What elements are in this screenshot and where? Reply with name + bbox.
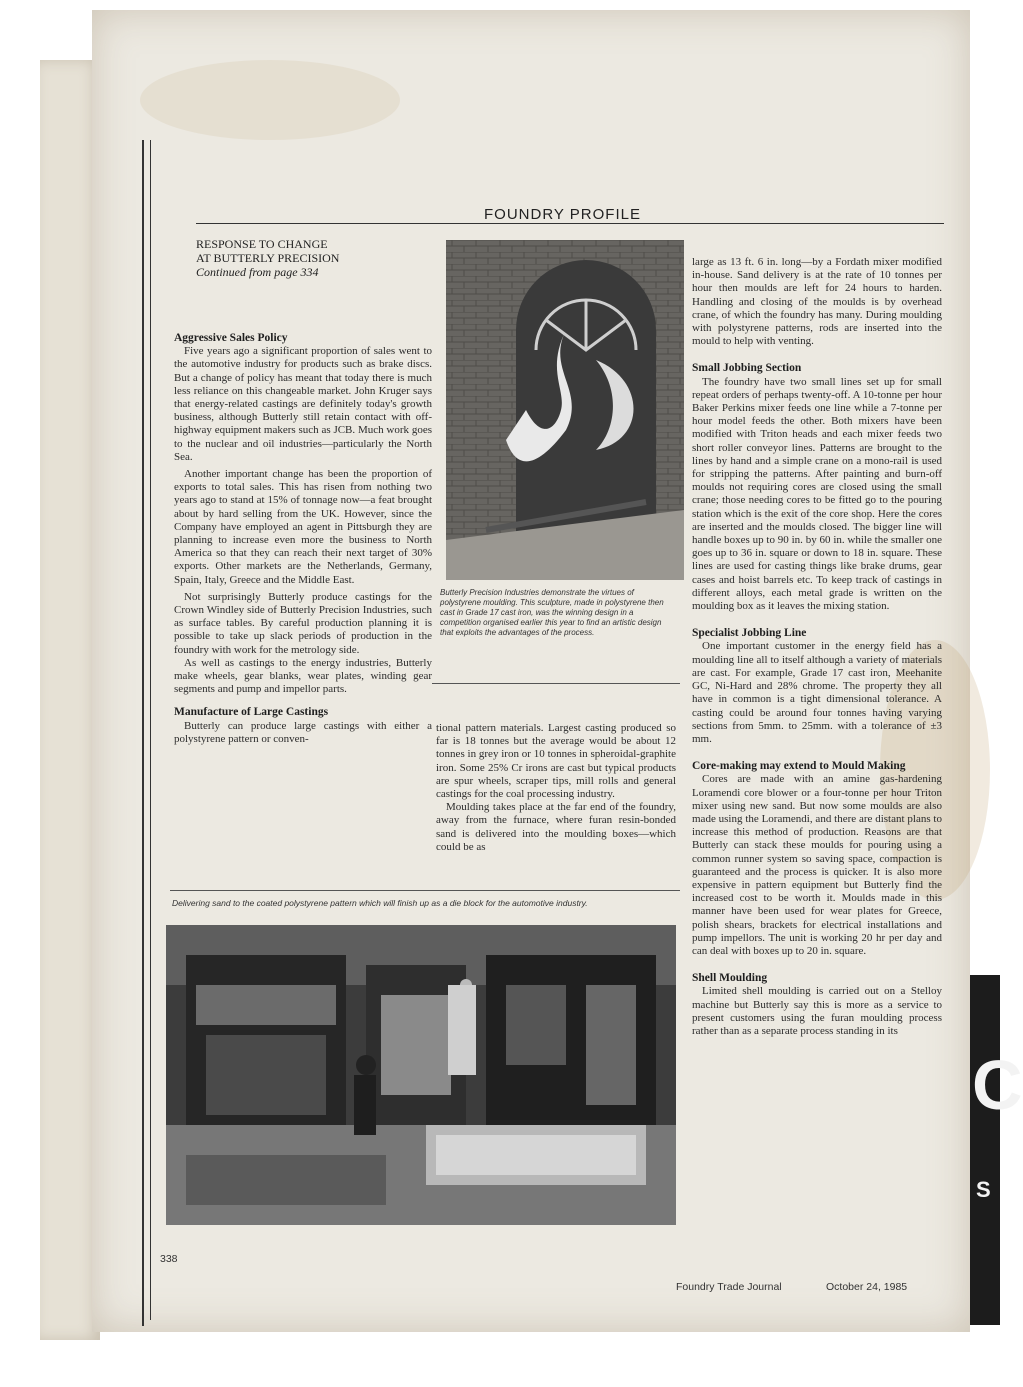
heading-shell-moulding: Shell Moulding bbox=[692, 972, 768, 985]
foundry-photo bbox=[166, 925, 676, 1225]
article-kicker bbox=[196, 237, 339, 279]
paragraph: Five years ago a significant proportion of sales went to the automotive industry for products such as brake discs. But a change of policy has meant that today there is much less reliance on this changeable market. John Kruger says that energy-related castings are definitely today's growth business, although Butterly still retain contact with off-highway equipment makers such as JCB. Much work goes to the nuclear and oil industries—particularly the North Sea. bbox=[174, 345, 432, 463]
caption-rule bbox=[432, 683, 680, 684]
paragraph: One important customer in the energy field has a moulding line all to itself although a variety of materials are cast. For example, Grade 17 cast iron, Meehanite GC, Ni-Hard and 28% chrome. The property they all have in common is a tight dimensional tolerance. A casting could be around four tonnes having varying sections from 5mm. to 25mm. with a tolerance of ±3 mm. bbox=[692, 640, 942, 745]
edge-letter: C bbox=[972, 1046, 1023, 1124]
paragraph: The foundry have two small lines set up for small repeat orders of perhaps twenty-off. A 10-tonne per hour Baker Perkins mixer feeds one line while a 7-tonne per hour model feeds the other. Both mixers have been modified with Triton heads and each mixer feeds two short roller conveyor lines. Patterns are brought to the lines by hand and a simple crane on a mono-rail is used for stripping the patterns. After painting and burn-off moulds not requiring cores are closed using the small crane; those needing cores to be fitted go to the pouring station which is the exit of the core shop. Here the cores are inserted and the moulds closed. The bigger line will handle boxes up to 90 in. by 60 in. while the smaller one goes up to 36 in. square or down to 18 in. square. These lines are used for casting things like brake drums, gear cases and hoist barrels etc. To keep track of castings in different alloys, each metal grade is written on the moulding box as it leaves the mixing station. bbox=[692, 375, 942, 613]
column-3 bbox=[692, 256, 942, 1038]
heading-large-castings: Manufacture of Large Castings bbox=[174, 706, 329, 719]
page-fold-shadow bbox=[40, 60, 100, 1340]
page-number: 338 bbox=[160, 1253, 178, 1265]
paragraph: Another important change has been the proportion of exports to total sales. This has risen from nothing two years ago to stand at 15% of tonnage now—a feat brought about by hard selling from the UK. However, since the Company have employed an agent in Pittsburgh they are planning to increase even more the business to North America so that they can reach their next target of 30% exports. Other markets are the Netherlands, Germany, Spain, Italy, Greece and the Middle East. bbox=[174, 468, 432, 586]
sculpture-image bbox=[446, 240, 684, 580]
heading-sales-policy: Aggressive Sales Policy bbox=[174, 332, 288, 344]
paper-stain-top bbox=[140, 60, 400, 140]
sculpture-photo bbox=[446, 240, 684, 580]
paragraph: Butterly can produce large castings with either a polystyrene pattern or conven- bbox=[174, 719, 432, 745]
journal-name: Foundry Trade Journal bbox=[676, 1281, 782, 1293]
column-1 bbox=[174, 322, 432, 746]
foundry-caption: Delivering sand to the coated polystyrene pattern which will finish up as a die block for the automotive industry. bbox=[172, 898, 588, 908]
heading-small-jobbing: Small Jobbing Section bbox=[692, 362, 802, 375]
paragraph: Limited shell moulding is carried out on a Stelloy machine but Butterly say this is more as a service to present customers using the furan moulding process rather than as a separate process standing in its bbox=[692, 985, 942, 1037]
paragraph: Moulding takes place at the far end of the foundry, away from the furnace, where furan resin-bonded sand is delivered into the moulding boxes—which could be as bbox=[436, 801, 676, 853]
sculpture-caption: Butterly Precision Industries demonstrate the virtues of polystyrene moulding. This sculpture, made in polystyrene then cast in Grade 17 cast iron, was the winning design in a competition organised earlier this year to find an artistic design that exploits the advantages of the process. bbox=[440, 588, 664, 637]
column-2 bbox=[436, 722, 676, 854]
kicker-line-2: AT BUTTERLY PRECISION bbox=[196, 251, 340, 265]
heading-core-making: Core-making may extend to Mould Making bbox=[692, 760, 906, 773]
paragraph: tional pattern materials. Largest casting produced so far is 18 tonnes but the average would be about 12 tonnes in grey iron or 10 tonnes in spheroidal-graphite iron. Some 25% Cr irons are cast but typical products are spur wheels, scraper tips, mill rolls and general castings for the coal processing industry. bbox=[436, 722, 676, 801]
section-header: FOUNDRY PROFILE bbox=[484, 206, 641, 223]
heading-specialist-jobbing: Specialist Jobbing Line bbox=[692, 627, 807, 640]
header-rule bbox=[196, 223, 944, 224]
paragraph: Not surprisingly Butterly produce castings for the Crown Windley side of Butterly Precision Industries, such as surface tables. By careful production planning it is possible to take up slack periods of production in the foundry with work for the metrology side. bbox=[174, 590, 432, 656]
issue-date: October 24, 1985 bbox=[826, 1281, 908, 1293]
edge-letter: S bbox=[976, 1177, 991, 1202]
adjacent-page-edge bbox=[970, 975, 1023, 1325]
kicker-line-1: RESPONSE TO CHANGE bbox=[196, 237, 328, 251]
photo-top-rule bbox=[170, 890, 680, 891]
left-margin-rule-inner bbox=[150, 140, 151, 1320]
foundry-image bbox=[166, 925, 676, 1225]
paragraph: large as 13 ft. 6 in. long—by a Fordath mixer modified in-house. Sand delivery is at the rate of 10 tonnes per hour then moulds are left for 24 hours to harden. Handling and closing of the moulds is by overhead crane, of which the foundry has many. During moulding with polystyrene patterns, rods are inserted into the mould to help with venting. bbox=[692, 256, 942, 348]
paragraph: Cores are made with an amine gas-hardening Loramendi core blower or a four-tonne per hour Triton mixer using new sand. But now some moulds are also made using the Loramendi, and there are distant plans to increase this method of production. Reasons are that Butterly can stack these moulds for pouring using a common runner system so saving space, compaction is guaranteed and the process is quicker. It is also more expensive in pattern equipment but Butterly find the increased cost to be worth it. Moulds made in this manner have been used for wear plates for Greece, polish shears, brackets for electrical installations and pump impellors. The unit is working 20 hr per day and can deal with boxes up to 20 in. square. bbox=[692, 773, 942, 957]
paragraph: As well as castings to the energy industries, Butterly make wheels, gear blanks, wear plates, winding gear segments and pump and impellor parts. bbox=[174, 656, 432, 696]
continued-from: Continued from page 334 bbox=[196, 265, 319, 279]
left-margin-rule bbox=[142, 140, 144, 1326]
